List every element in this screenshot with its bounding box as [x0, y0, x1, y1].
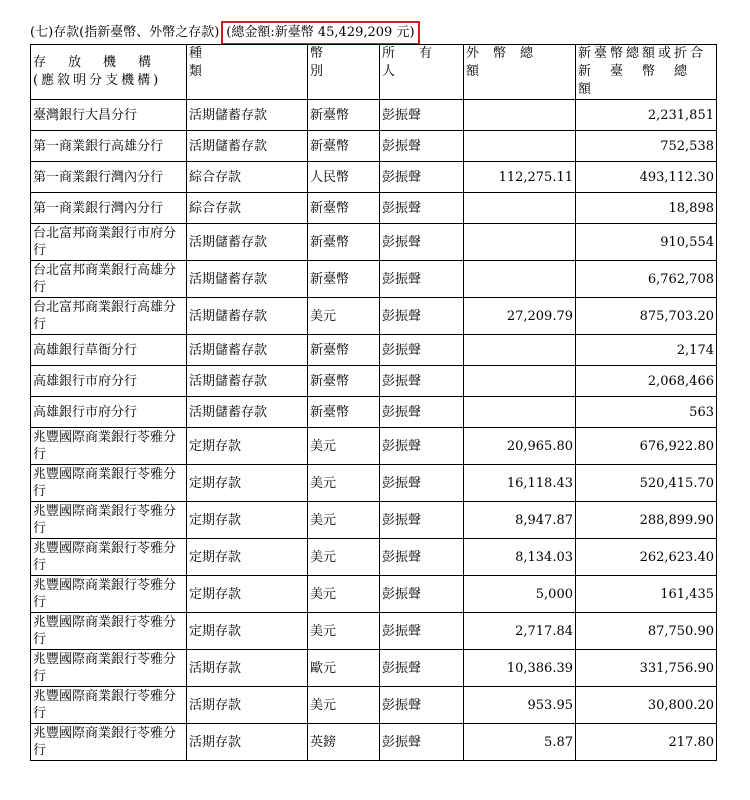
cell-institution: 兆豐國際商業銀行苓雅分行 [31, 687, 187, 724]
caption-prefix: (七)存款(指新臺幣、外幣之存款) [30, 25, 220, 40]
cell-institution: 兆豐國際商業銀行苓雅分行 [31, 502, 187, 539]
cell-owner: 彭振聲 [380, 687, 464, 724]
cell-foreign-amount: 953.95 [464, 687, 576, 724]
cell-institution: 兆豐國際商業銀行苓雅分行 [31, 613, 187, 650]
table-row [31, 335, 717, 366]
table-row [31, 261, 717, 298]
cell-twd-total: 2,068,466 [576, 366, 717, 397]
cell-deposit-type: 定期存款 [187, 502, 308, 539]
cell-twd-total: 331,756.90 [576, 650, 717, 687]
cell-currency: 新臺幣 [308, 193, 380, 224]
cell-foreign-amount: 10,386.39 [464, 650, 576, 687]
cell-institution: 台北富邦商業銀行高雄分行 [31, 298, 187, 335]
cell-owner: 彭振聲 [380, 162, 464, 193]
cell-twd-total: 262,623.40 [576, 539, 717, 576]
cell-owner: 彭振聲 [380, 650, 464, 687]
cell-foreign-amount: 8,134.03 [464, 539, 576, 576]
cell-twd-total: 6,762,708 [576, 261, 717, 298]
table-row [31, 687, 717, 724]
cell-institution: 兆豐國際商業銀行苓雅分行 [31, 539, 187, 576]
cell-institution: 第一商業銀行高雄分行 [31, 131, 187, 162]
cell-deposit-type: 活期存款 [187, 687, 308, 724]
table-row [31, 428, 717, 465]
cell-deposit-type: 綜合存款 [187, 162, 308, 193]
cell-twd-total: 875,703.20 [576, 298, 717, 335]
cell-deposit-type: 定期存款 [187, 576, 308, 613]
cell-institution: 第一商業銀行灣內分行 [31, 162, 187, 193]
table-header-row [31, 45, 717, 100]
cell-owner: 彭振聲 [380, 261, 464, 298]
table-row [31, 193, 717, 224]
cell-currency: 新臺幣 [308, 397, 380, 428]
cell-foreign-amount [464, 224, 576, 261]
cell-deposit-type: 活期儲蓄存款 [187, 224, 308, 261]
cell-owner: 彭振聲 [380, 131, 464, 162]
cell-twd-total: 2,174 [576, 335, 717, 366]
table-row [31, 650, 717, 687]
cell-owner: 彭振聲 [380, 724, 464, 761]
cell-twd-total: 18,898 [576, 193, 717, 224]
table-row [31, 162, 717, 193]
cell-deposit-type: 定期存款 [187, 539, 308, 576]
cell-foreign-amount: 2,717.84 [464, 613, 576, 650]
cell-owner: 彭振聲 [380, 502, 464, 539]
header-twd-total-sub: 新臺幣總額 [578, 64, 707, 97]
cell-deposit-type: 定期存款 [187, 428, 308, 465]
cell-twd-total: 563 [576, 397, 717, 428]
cell-institution: 高雄銀行市府分行 [31, 397, 187, 428]
cell-currency: 美元 [308, 613, 380, 650]
table-row [31, 366, 717, 397]
cell-owner: 彭振聲 [380, 576, 464, 613]
deposit-table [30, 44, 717, 761]
cell-owner: 彭振聲 [380, 539, 464, 576]
cell-foreign-amount [464, 131, 576, 162]
cell-foreign-amount [464, 193, 576, 224]
cell-twd-total: 217.80 [576, 724, 717, 761]
cell-currency: 美元 [308, 428, 380, 465]
table-row [31, 397, 717, 428]
cell-owner: 彭振聲 [380, 397, 464, 428]
cell-foreign-amount: 27,209.79 [464, 298, 576, 335]
cell-currency: 美元 [308, 298, 380, 335]
total-amount-highlight: (總金額:新臺幣 45,429,209 元) [221, 21, 419, 45]
cell-owner: 彭振聲 [380, 335, 464, 366]
cell-owner: 彭振聲 [380, 224, 464, 261]
cell-foreign-amount: 5.87 [464, 724, 576, 761]
cell-foreign-amount: 20,965.80 [464, 428, 576, 465]
cell-deposit-type: 活期儲蓄存款 [187, 131, 308, 162]
cell-deposit-type: 活期存款 [187, 650, 308, 687]
table-row [31, 100, 717, 131]
cell-foreign-amount [464, 397, 576, 428]
cell-twd-total: 30,800.20 [576, 687, 717, 724]
header-twd-total-label: 新臺幣總額或折合 [578, 46, 707, 61]
cell-owner: 彭振聲 [380, 465, 464, 502]
table-row [31, 298, 717, 335]
cell-twd-total: 676,922.80 [576, 428, 717, 465]
cell-foreign-amount [464, 335, 576, 366]
cell-foreign-amount: 112,275.11 [464, 162, 576, 193]
cell-twd-total: 288,899.90 [576, 502, 717, 539]
cell-currency: 美元 [308, 502, 380, 539]
header-institution-sub: (應敘明分支機構) [33, 73, 162, 88]
table-row [31, 502, 717, 539]
section-caption [30, 20, 420, 46]
cell-currency: 美元 [308, 539, 380, 576]
cell-foreign-amount: 16,118.43 [464, 465, 576, 502]
cell-institution: 臺灣銀行大昌分行 [31, 100, 187, 131]
cell-currency: 新臺幣 [308, 261, 380, 298]
table-row [31, 613, 717, 650]
cell-institution: 第一商業銀行灣內分行 [31, 193, 187, 224]
cell-twd-total: 2,231,851 [576, 100, 717, 131]
cell-deposit-type: 活期儲蓄存款 [187, 366, 308, 397]
cell-currency: 人民幣 [308, 162, 380, 193]
cell-deposit-type: 綜合存款 [187, 193, 308, 224]
table-body [31, 100, 717, 761]
cell-twd-total: 87,750.90 [576, 613, 717, 650]
table-row [31, 539, 717, 576]
cell-currency: 美元 [308, 576, 380, 613]
cell-currency: 新臺幣 [308, 100, 380, 131]
header-foreign-amount: 外幣總額 [464, 45, 576, 100]
cell-owner: 彭振聲 [380, 428, 464, 465]
cell-deposit-type: 活期存款 [187, 724, 308, 761]
cell-currency: 美元 [308, 465, 380, 502]
header-twd-total [576, 45, 717, 100]
cell-institution: 兆豐國際商業銀行苓雅分行 [31, 724, 187, 761]
cell-twd-total: 910,554 [576, 224, 717, 261]
cell-currency: 新臺幣 [308, 131, 380, 162]
cell-deposit-type: 定期存款 [187, 613, 308, 650]
cell-currency: 新臺幣 [308, 335, 380, 366]
cell-currency: 美元 [308, 687, 380, 724]
table-row [31, 724, 717, 761]
cell-deposit-type: 活期儲蓄存款 [187, 298, 308, 335]
table-row [31, 465, 717, 502]
cell-deposit-type: 活期儲蓄存款 [187, 335, 308, 366]
cell-twd-total: 493,112.30 [576, 162, 717, 193]
cell-owner: 彭振聲 [380, 366, 464, 397]
cell-deposit-type: 定期存款 [187, 465, 308, 502]
cell-foreign-amount: 5,000 [464, 576, 576, 613]
cell-institution: 兆豐國際商業銀行苓雅分行 [31, 465, 187, 502]
cell-deposit-type: 活期儲蓄存款 [187, 397, 308, 428]
cell-twd-total: 752,538 [576, 131, 717, 162]
cell-deposit-type: 活期儲蓄存款 [187, 261, 308, 298]
cell-institution: 兆豐國際商業銀行苓雅分行 [31, 576, 187, 613]
cell-institution: 高雄銀行市府分行 [31, 366, 187, 397]
cell-foreign-amount: 8,947.87 [464, 502, 576, 539]
header-type: 種類 [187, 45, 308, 100]
cell-institution: 台北富邦商業銀行高雄分行 [31, 261, 187, 298]
cell-foreign-amount [464, 100, 576, 131]
table-row [31, 576, 717, 613]
header-institution [31, 45, 187, 100]
cell-institution: 台北富邦商業銀行市府分行 [31, 224, 187, 261]
cell-currency: 新臺幣 [308, 224, 380, 261]
cell-owner: 彭振聲 [380, 193, 464, 224]
cell-foreign-amount [464, 261, 576, 298]
cell-owner: 彭振聲 [380, 613, 464, 650]
cell-owner: 彭振聲 [380, 298, 464, 335]
cell-institution: 兆豐國際商業銀行苓雅分行 [31, 428, 187, 465]
cell-twd-total: 161,435 [576, 576, 717, 613]
cell-institution: 兆豐國際商業銀行苓雅分行 [31, 650, 187, 687]
cell-currency: 新臺幣 [308, 366, 380, 397]
cell-twd-total: 520,415.70 [576, 465, 717, 502]
header-institution-label: 存放機構 [33, 55, 174, 70]
cell-foreign-amount [464, 366, 576, 397]
cell-deposit-type: 活期儲蓄存款 [187, 100, 308, 131]
cell-owner: 彭振聲 [380, 100, 464, 131]
table-row [31, 224, 717, 261]
cell-currency: 英鎊 [308, 724, 380, 761]
header-owner: 所有人 [380, 45, 464, 100]
table-row [31, 131, 717, 162]
cell-institution: 高雄銀行草衙分行 [31, 335, 187, 366]
header-currency: 幣別 [308, 45, 380, 100]
cell-currency: 歐元 [308, 650, 380, 687]
